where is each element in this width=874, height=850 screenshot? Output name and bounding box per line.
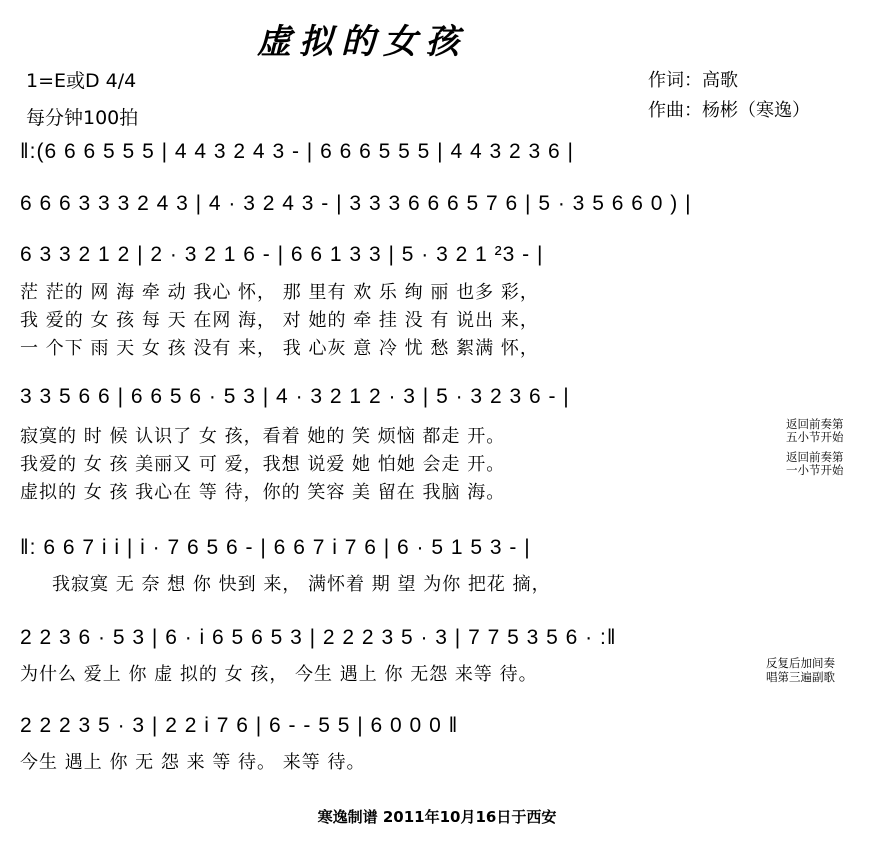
notation-line-4: 3 3 5 6 6 | 6 6 5 6 · 5 3 | 4 · 3 2 1 2 · 3 | 5 · 3 2 3 6 - |: [20, 385, 570, 408]
lyric-line-7: 今生 遇上 你 无 怨 来 等 待。 来等 待。: [20, 752, 366, 773]
side-note-2a: 返回前奏第: [786, 450, 844, 464]
lyric-line-3-verse-3: 一 个下 雨 天 女 孩 没有 来， 我 心灰 意 冷 忧 愁 絮满 怀，: [20, 338, 539, 359]
lyric-line-6: 为什么 爱上 你 虚 拟的 女 孩， 今生 遇上 你 无怨 来等 待。: [20, 664, 538, 685]
notation-line-3: 6 3 3 2 1 2 | 2 · 3 2 1 6 - | 6 6 1 3 3 | 5 · 3 2 1 ²3 - |: [20, 243, 544, 266]
notation-line-7: 2 2 2 3 5 · 3 | 2 2 i 7 6 | 6 - - 5 5 | 6 0 0 0 ‖: [20, 714, 459, 737]
lyric-line-4-verse-2: 我爱的 女 孩 美丽又 可 爱，我想 说爱 她 怕她 会走 开。: [20, 454, 506, 475]
lyric-line-5: 我寂寞 无 奈 想 你 快到 来， 满怀着 期 望 为你 把花 摘，: [52, 574, 551, 595]
tempo: 每分钟100拍: [26, 107, 139, 129]
lyric-line-4-verse-3: 虚拟的 女 孩 我心在 等 待，你的 笑容 美 留在 我脑 海。: [20, 482, 506, 503]
side-note-2b: 一小节开始: [786, 463, 844, 477]
notation-line-5: ‖: 6 6 7 i i | i · 7 6 5 6 - | 6 6 7 i 7 6 | 6 · 5 1 5 3 - |: [20, 536, 531, 559]
composer: 作曲：杨彬（寒逸）: [648, 100, 810, 121]
song-title: 虚拟的女孩: [257, 22, 467, 62]
notation-line-6: 2 2 3 6 · 5 3 | 6 · i 6 5 6 5 3 | 2 2 2 3 5 · 3 | 7 7 5 3 5 6 · :‖: [20, 626, 617, 649]
lyric-line-4-verse-1: 寂寞的 时 候 认识了 女 孩，看着 她的 笑 烦恼 都走 开。: [20, 426, 506, 447]
side-note-3b: 唱第三遍副歌: [766, 670, 835, 684]
side-note-1b: 五小节开始: [786, 430, 844, 444]
lyric-line-3-verse-1: 茫 茫的 网 海 牵 动 我心 怀， 那 里有 欢 乐 绚 丽 也多 彩，: [20, 282, 539, 303]
lyric-line-3-verse-2: 我 爱的 女 孩 每 天 在网 海， 对 她的 牵 挂 没 有 说出 来，: [20, 310, 539, 331]
notation-line-2: 6 6 6 3 3 3 2 4 3 | 4 · 3 2 4 3 - | 3 3 3 6 6 6 5 7 6 | 5 · 3 5 6 6 0 ) |: [20, 192, 692, 215]
key-meter: 1=E或D 4/4: [26, 70, 137, 92]
side-note-1a: 返回前奏第: [786, 417, 844, 431]
notation-line-1: ‖:(6 6 6 5 5 5 | 4 4 3 2 4 3 - | 6 6 6 5 5 5 | 4 4 3 2 3 6 |: [20, 140, 574, 163]
footer-credit: 寒逸制谱 2011年10月16日于西安: [317, 808, 557, 826]
side-note-3a: 反复后加间奏: [766, 656, 835, 670]
lyricist: 作词：高歌: [648, 70, 738, 91]
